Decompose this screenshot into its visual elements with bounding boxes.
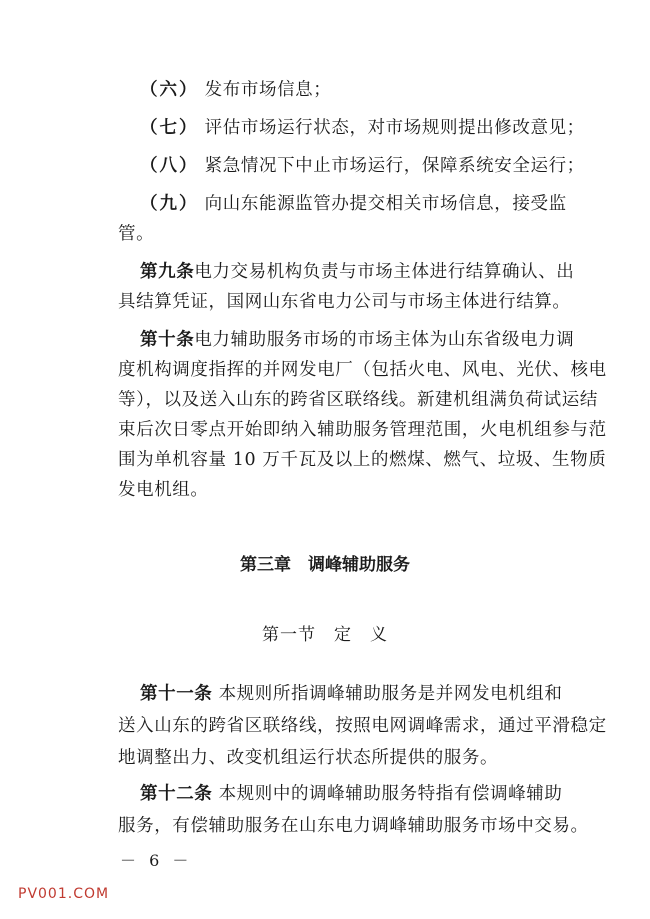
list-item bbox=[140, 116, 585, 140]
watermark: PV001.COM bbox=[18, 886, 110, 902]
list-item bbox=[140, 154, 585, 178]
item-label: （九） bbox=[140, 194, 199, 214]
item-text: 发布市场信息； bbox=[204, 80, 332, 100]
list-item bbox=[140, 78, 331, 102]
item-text: 向山东能源监管办提交相关市场信息，接受监 bbox=[204, 194, 567, 214]
article-text: 本规则所指调峰辅助服务是并网发电机组和 bbox=[218, 684, 563, 704]
article-12-line bbox=[140, 782, 562, 806]
article-10-line: 发电机组。 bbox=[118, 480, 209, 500]
chapter-heading: 第三章 调峰辅助服务 bbox=[240, 555, 410, 575]
item-text: 评估市场运行状态，对市场规则提出修改意见； bbox=[204, 118, 585, 138]
article-text: 本规则中的调峰辅助服务特指有偿调峰辅助 bbox=[218, 784, 563, 804]
article-title: 第九条 bbox=[140, 262, 195, 282]
article-title: 第十二条 bbox=[140, 784, 213, 804]
article-9-line: 具结算凭证，国网山东省电力公司与市场主体进行结算。 bbox=[118, 292, 571, 312]
article-11-line bbox=[140, 682, 562, 706]
section-heading: 第一节 定 义 bbox=[262, 625, 388, 645]
article-9-line bbox=[140, 260, 574, 284]
article-11-line: 地调整出力、改变机组运行状态所提供的服务。 bbox=[118, 748, 499, 768]
article-12-line: 服务，有偿辅助服务在山东电力调峰辅助服务市场中交易。 bbox=[118, 816, 589, 836]
item-continuation: 管。 bbox=[118, 224, 155, 244]
item-label: （七） bbox=[140, 118, 199, 138]
article-text: 电力交易机构负责与市场主体进行结算确认、出 bbox=[194, 262, 575, 282]
item-label: （八） bbox=[140, 156, 199, 176]
list-item bbox=[140, 192, 567, 216]
item-label: （六） bbox=[140, 80, 199, 100]
article-10-line: 度机构调度指挥的并网发电厂（包括火电、风电、光伏、核电 bbox=[118, 360, 607, 380]
article-title: 第十一条 bbox=[140, 684, 213, 704]
page-number: － 6 － bbox=[120, 851, 193, 870]
item-text: 紧急情况下中止市场运行，保障系统安全运行； bbox=[204, 156, 585, 176]
article-text: 电力辅助服务市场的市场主体为山东省级电力调 bbox=[194, 330, 575, 350]
article-11-line: 送入山东的跨省区联络线，按照电网调峰需求，通过平滑稳定 bbox=[118, 716, 607, 736]
article-title: 第十条 bbox=[140, 330, 195, 350]
article-10-line: 等），以及送入山东的跨省区联络线。新建机组满负荷试运结 bbox=[118, 390, 598, 410]
article-10-line bbox=[140, 328, 574, 352]
article-10-line: 束后次日零点开始即纳入辅助服务管理范围，火电机组参与范 bbox=[118, 420, 607, 440]
article-10-line: 围为单机容量 10 万千瓦及以上的燃煤、燃气、垃圾、生物质 bbox=[118, 450, 607, 470]
